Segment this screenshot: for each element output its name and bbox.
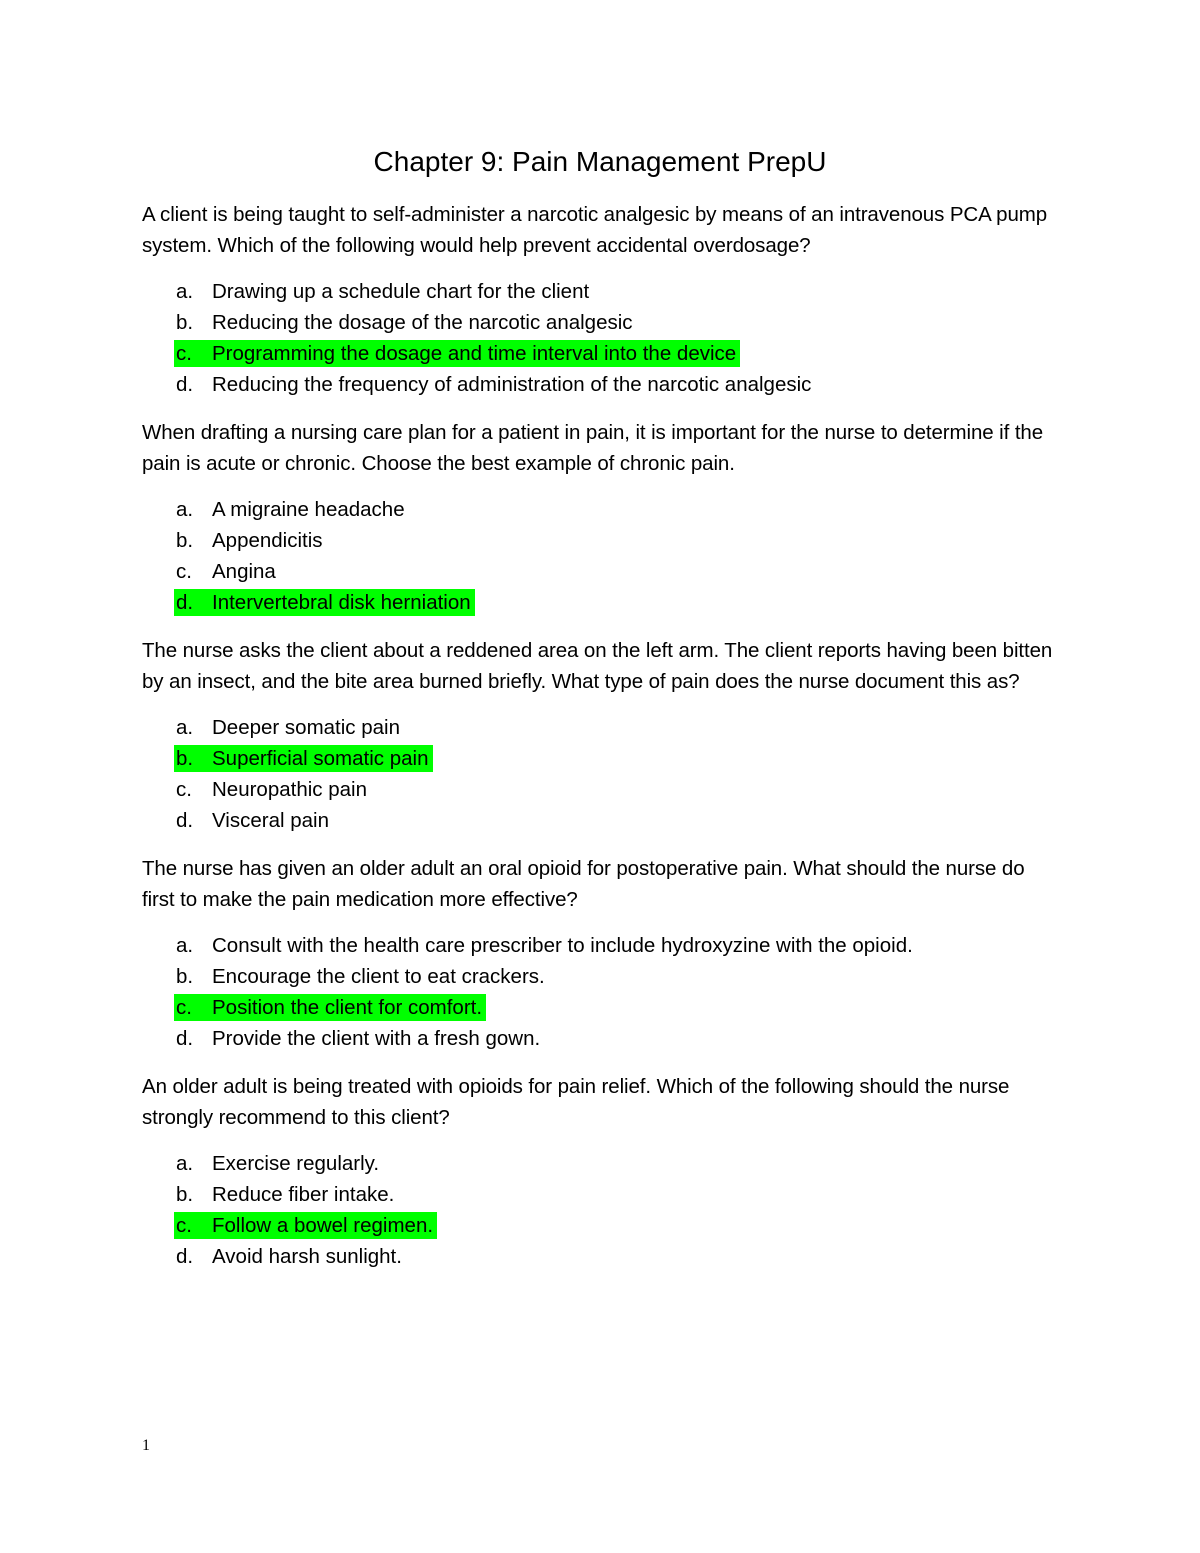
option-text: Follow a bowel regimen. [212,1214,434,1237]
answer-option-correct [142,587,1062,618]
answer-option [142,494,1062,525]
option-letter: b. [176,747,194,770]
option-text: Avoid harsh sunlight. [212,1245,402,1268]
option-text: Intervertebral disk herniation [212,591,471,614]
option-text: Superficial somatic pain [212,747,429,770]
answer-options [142,930,1062,1054]
answer-option [142,712,1062,743]
option-text: Deeper somatic pain [212,716,401,739]
option-text: Appendicitis [212,529,323,552]
option-letter: c. [176,778,192,801]
option-letter: a. [176,498,194,521]
answer-options [142,1148,1062,1272]
question-text: When drafting a nursing care plan for a patient in pain, it is important for the nurse to determine if the pain is acute or chronic. Choose the best example of chronic pain. [142,421,1044,475]
option-letter: a. [176,1152,194,1175]
question-block [142,417,1062,618]
option-letter: b. [176,965,194,988]
option-letter: c. [176,560,192,583]
question-block [142,199,1062,400]
option-text: Consult with the health care prescriber to include hydroxyzine with the opioid. [212,934,913,957]
option-letter: d. [176,1245,194,1268]
question-text: The nurse asks the client about a reddened area on the left arm. The client reports having been bitten by an insect, and the bite area burned briefly. What type of pain does the nurse document this as? [142,639,1053,693]
option-letter: b. [176,1183,194,1206]
option-letter: d. [176,373,194,396]
answer-option [142,805,1062,836]
option-text: A migraine headache [212,498,405,521]
option-text: Visceral pain [212,809,329,832]
answer-option [142,774,1062,805]
option-text: Reducing the dosage of the narcotic analgesic [212,311,633,334]
option-letter: a. [176,934,194,957]
answer-options [142,494,1062,618]
question-block [142,1071,1062,1272]
option-letter: a. [176,280,194,303]
option-text: Neuropathic pain [212,778,367,801]
option-text: Angina [212,560,276,583]
question-text: An older adult is being treated with opioids for pain relief. Which of the following should the nurse strongly recommend to this client? [142,1075,1010,1129]
option-letter: d. [176,1027,194,1050]
question-block [142,635,1062,836]
answer-option [142,1023,1062,1054]
option-text: Reduce fiber intake. [212,1183,395,1206]
page-title: Chapter 9: Pain Management PrepU [373,146,827,177]
answer-option [142,1179,1062,1210]
answer-option [142,930,1062,961]
option-letter: d. [176,591,194,614]
option-letter: c. [176,996,192,1019]
question-text: A client is being taught to self-administer a narcotic analgesic by means of an intravenous PCA pump system. Which of the following would help prevent accidental overdosage? [142,203,1048,257]
option-letter: a. [176,716,194,739]
answer-option [142,1148,1062,1179]
answer-option [142,556,1062,587]
answer-option-correct [142,743,1062,774]
answer-option [142,525,1062,556]
option-text: Position the client for comfort. [212,996,483,1019]
question-text: The nurse has given an older adult an oral opioid for postoperative pain. What should the nurse do first to make the pain medication more effective? [142,857,1025,911]
option-letter: c. [176,1214,192,1237]
option-text: Exercise regularly. [212,1152,380,1175]
answer-option [142,307,1062,338]
option-text: Encourage the client to eat crackers. [212,965,545,988]
option-letter: c. [176,342,192,365]
option-text: Reducing the frequency of administration of the narcotic analgesic [212,373,812,396]
option-letter: d. [176,809,194,832]
option-letter: b. [176,529,194,552]
answer-option [142,369,1062,400]
page-number: 1 [142,1437,150,1454]
option-text: Provide the client with a fresh gown. [212,1027,541,1050]
option-text: Drawing up a schedule chart for the client [212,280,590,303]
answer-option-correct [142,1210,1062,1241]
answer-option [142,1241,1062,1272]
answer-option [142,961,1062,992]
answer-option-correct [142,992,1062,1023]
answer-options [142,276,1062,400]
answer-option [142,276,1062,307]
question-list [142,199,1062,1289]
question-block [142,853,1062,1054]
answer-options [142,712,1062,836]
option-letter: b. [176,311,194,334]
answer-option-correct [142,338,1062,369]
option-text: Programming the dosage and time interval into the device [212,342,737,365]
